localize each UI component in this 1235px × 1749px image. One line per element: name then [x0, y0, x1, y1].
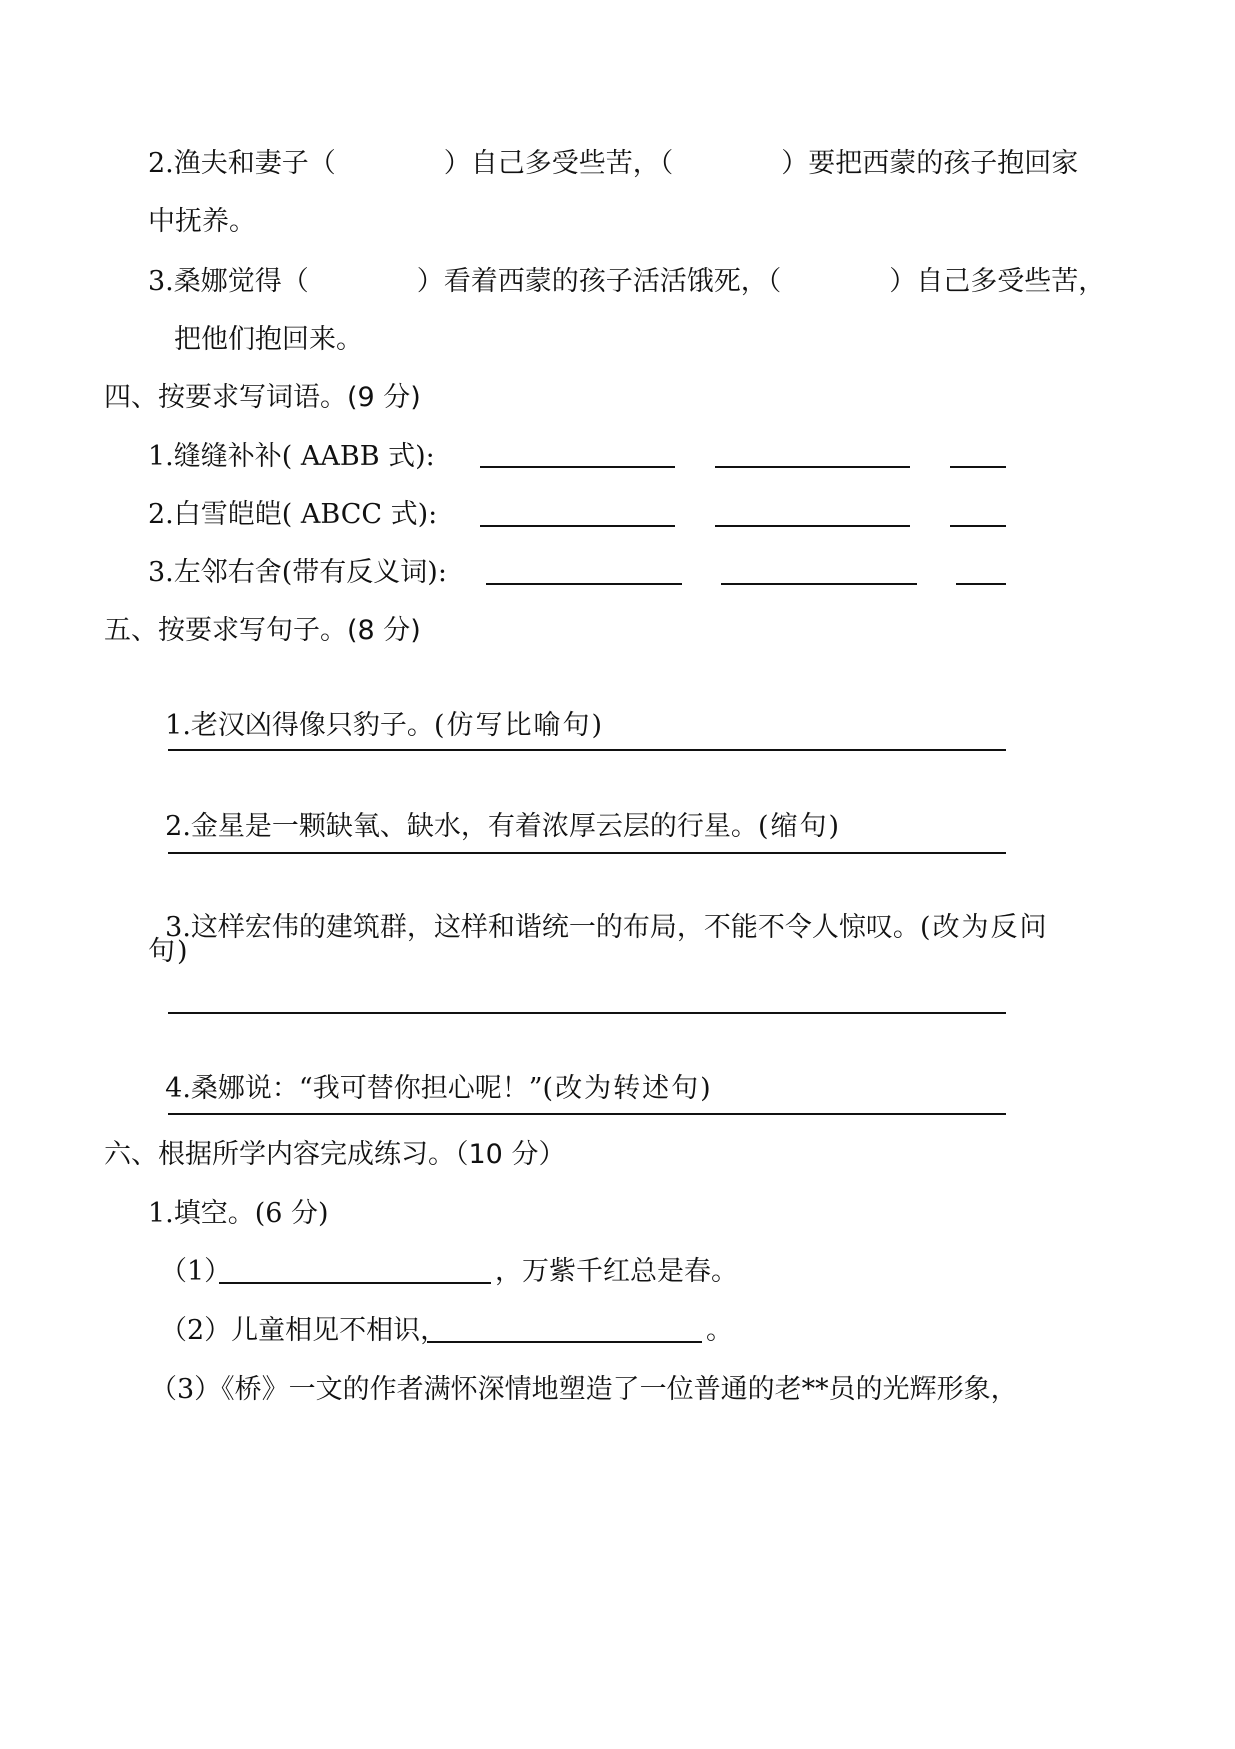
section-5-item-3 [148, 874, 1048, 946]
fill-2-end: 。 [706, 1315, 733, 1346]
fill-2-text: （2）儿童相见不相识， [160, 1315, 448, 1346]
answer-line[interactable] [715, 525, 910, 527]
answer-line[interactable] [168, 852, 1006, 854]
fill-blank[interactable] [427, 1341, 702, 1343]
question-text: 2.金星是一颗缺氧、缺水，有着浓厚云层的行星。 [165, 811, 758, 842]
answer-line[interactable] [168, 1113, 1006, 1115]
section-5-item-4 [148, 1035, 713, 1107]
fill-1-text: ，万紫千红总是春。 [495, 1256, 738, 1287]
answer-line[interactable] [956, 583, 1006, 585]
answer-line[interactable] [168, 749, 1006, 751]
section-6-heading: 六、根据所学内容完成练习。（10 分） [104, 1139, 566, 1170]
fill-1-number: （1） [160, 1256, 232, 1287]
answer-line[interactable] [715, 466, 910, 468]
fill-3-text: （3）《桥》一文的作者满怀深情地塑造了一位普通的老**员的光辉形象， [150, 1374, 1018, 1405]
question-text: 1.老汉凶得像只豹子。 [165, 710, 434, 741]
section-5-heading: 五、按要求写句子。(8 分) [104, 615, 421, 646]
question-3-3-line1: 3.桑娜觉得（ ）看着西蒙的孩子活活饿死，（ ）自己多受些苦， [148, 266, 1106, 297]
question-hint: (缩句) [757, 811, 842, 842]
answer-line[interactable] [486, 583, 682, 585]
section-5-item-3-cont: 句) [148, 936, 190, 967]
question-text: 4.桑娜说：“我可替你担心呢！” [165, 1073, 543, 1104]
answer-line[interactable] [168, 1012, 1006, 1014]
question-3-2-line2: 中抚养。 [148, 206, 256, 237]
question-text: 3.这样宏伟的建筑群，这样和谐统一的布局，不能不令人惊叹。 [165, 912, 920, 943]
section-5-item-1 [148, 672, 604, 744]
section-4-item-1: 1.缝缝补补( AABB 式): [148, 441, 435, 472]
answer-line[interactable] [950, 525, 1006, 527]
answer-line[interactable] [480, 466, 675, 468]
answer-line[interactable] [950, 466, 1006, 468]
answer-line[interactable] [480, 525, 675, 527]
question-3-2-line1: 2.渔夫和妻子（ ）自己多受些苦，（ ）要把西蒙的孩子抱回家 [148, 148, 1079, 179]
question-3-3-line2: 把他们抱回来。 [174, 324, 363, 355]
question-hint: (改为反问 [919, 912, 1049, 943]
section-6-sub1: 1.填空。(6 分) [148, 1198, 329, 1229]
section-4-heading: 四、按要求写词语。(9 分) [104, 382, 421, 413]
section-4-item-2: 2.白雪皑皑( ABCC 式): [148, 499, 438, 530]
question-hint: (仿写比喻句) [433, 710, 605, 741]
question-hint: (改为转述句) [542, 1073, 713, 1104]
section-5-item-2 [148, 773, 841, 845]
answer-line[interactable] [721, 583, 917, 585]
section-4-item-3: 3.左邻右舍(带有反义词): [148, 557, 447, 588]
fill-blank[interactable] [219, 1282, 491, 1284]
